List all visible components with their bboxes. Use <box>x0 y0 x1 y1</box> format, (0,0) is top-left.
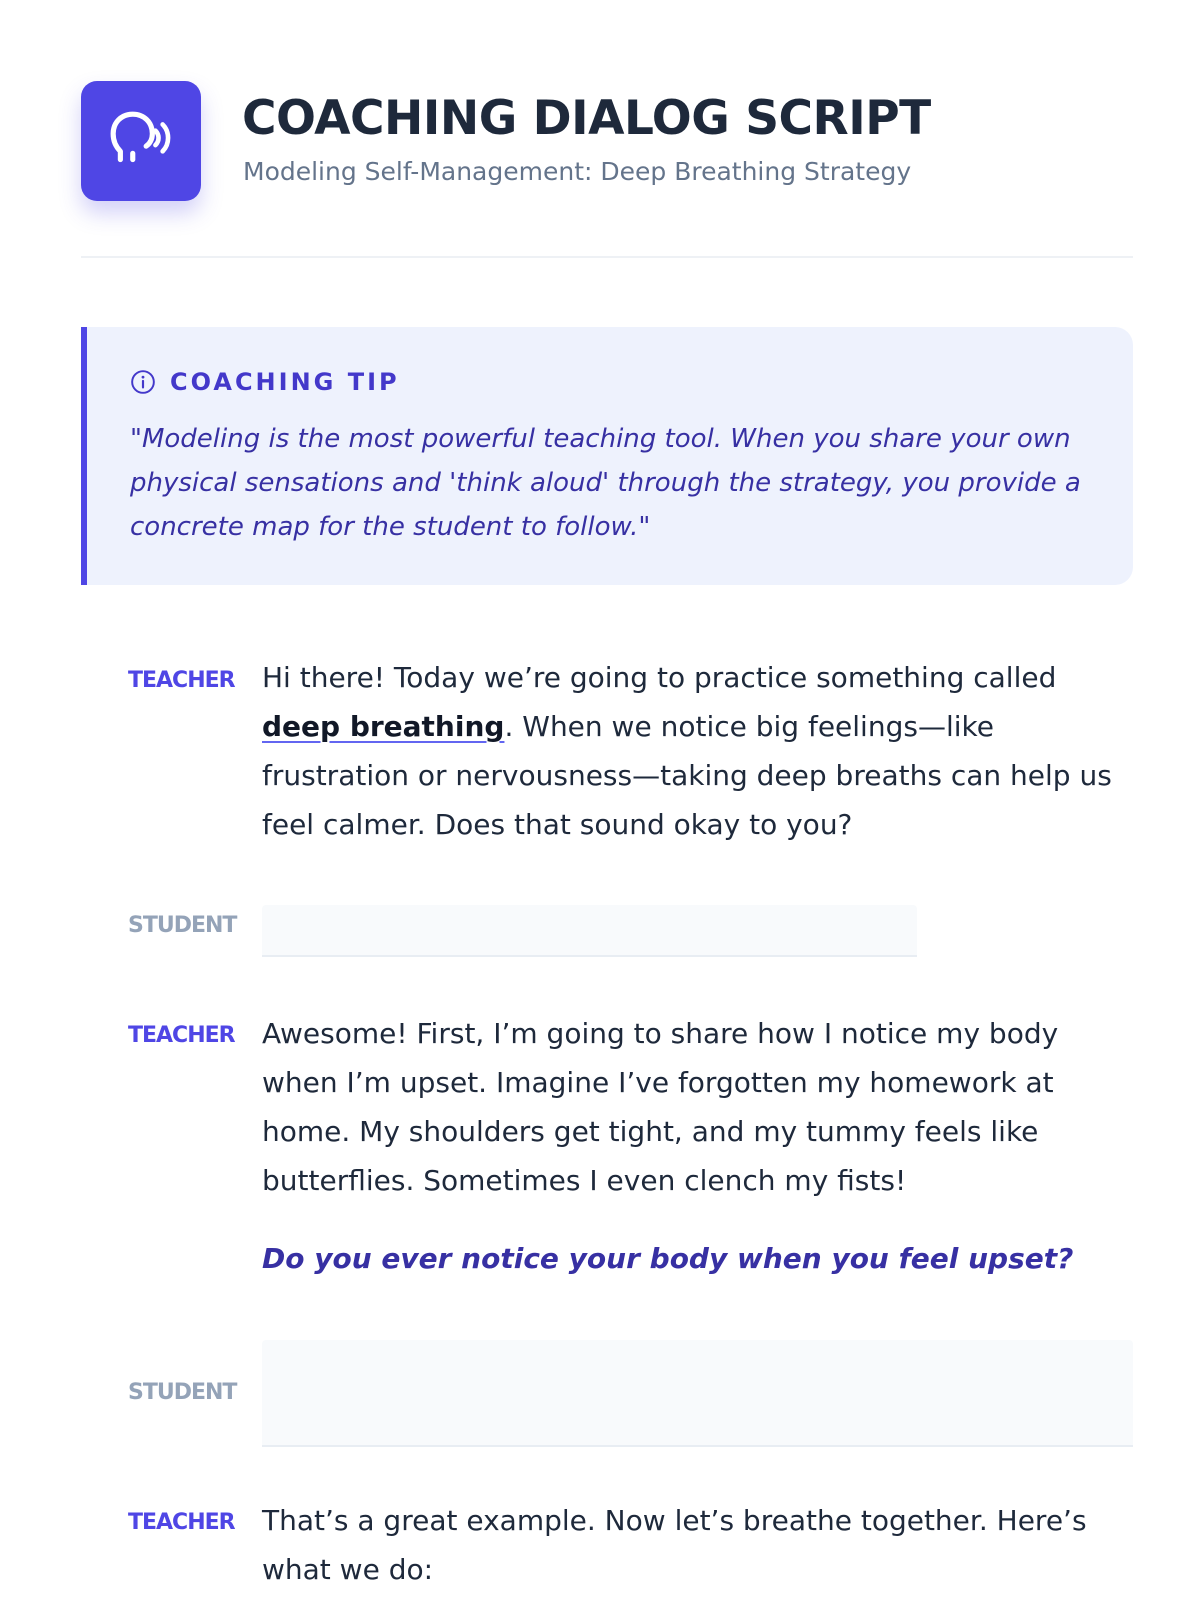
coaching-tip-callout <box>81 327 1133 585</box>
tip-quote-line: concrete map for the student to follow." <box>130 512 651 542</box>
speech-line <box>262 702 1162 751</box>
key-term-deep-breathing: deep breathing <box>262 710 505 743</box>
info-circle-icon <box>130 369 156 395</box>
speech-line: That’s a great example. Now let’s breathe together. Here’s <box>262 1504 1087 1537</box>
teacher-speech <box>262 1496 1162 1594</box>
speech-line: Awesome! First, I’m going to share how I notice my body <box>262 1017 1059 1050</box>
speaker-label-teacher: TEACHER <box>128 668 235 693</box>
teacher-speech <box>262 653 1162 849</box>
tip-heading <box>130 367 1093 397</box>
speech-line: what we do: <box>262 1553 434 1586</box>
student-response-field[interactable] <box>262 1340 1133 1447</box>
teacher-question: Do you ever notice your body when you feel upset? <box>262 1242 1074 1275</box>
tip-quote-line: "Modeling is the most powerful teaching tool. When you share your own <box>130 424 1071 454</box>
teacher-speech <box>262 1009 1162 1205</box>
logo <box>81 81 201 201</box>
page-subtitle: Modeling Self-Management: Deep Breathing Strategy <box>243 157 912 186</box>
tip-quote <box>130 417 1093 549</box>
voice-speaking-icon <box>108 108 174 174</box>
speaker-label-teacher: TEACHER <box>128 1510 235 1535</box>
speech-line: butterflies. Sometimes I even clench my fists! <box>262 1164 907 1197</box>
speech-line-rest: . When we notice big feelings—like <box>504 710 994 743</box>
speech-line: Hi there! Today we’re going to practice something called <box>262 661 1057 694</box>
tip-label: COACHING TIP <box>170 368 400 396</box>
speech-line: frustration or nervousness—taking deep breaths can help us <box>262 759 1112 792</box>
speech-line: feel calmer. Does that sound okay to you? <box>262 808 853 841</box>
page-header <box>81 81 1133 258</box>
tip-quote-line: physical sensations and 'think aloud' through the strategy, you provide a <box>130 468 1081 498</box>
speaker-label-teacher: TEACHER <box>128 1023 235 1048</box>
speech-line: home. My shoulders get tight, and my tummy feels like <box>262 1115 1039 1148</box>
page-title: COACHING DIALOG SCRIPT <box>242 91 931 146</box>
speech-line: when I’m upset. Imagine I’ve forgotten my homework at <box>262 1066 1054 1099</box>
speaker-label-student: STUDENT <box>128 913 237 938</box>
student-response-field[interactable] <box>262 905 917 957</box>
speaker-label-student: STUDENT <box>128 1380 237 1405</box>
